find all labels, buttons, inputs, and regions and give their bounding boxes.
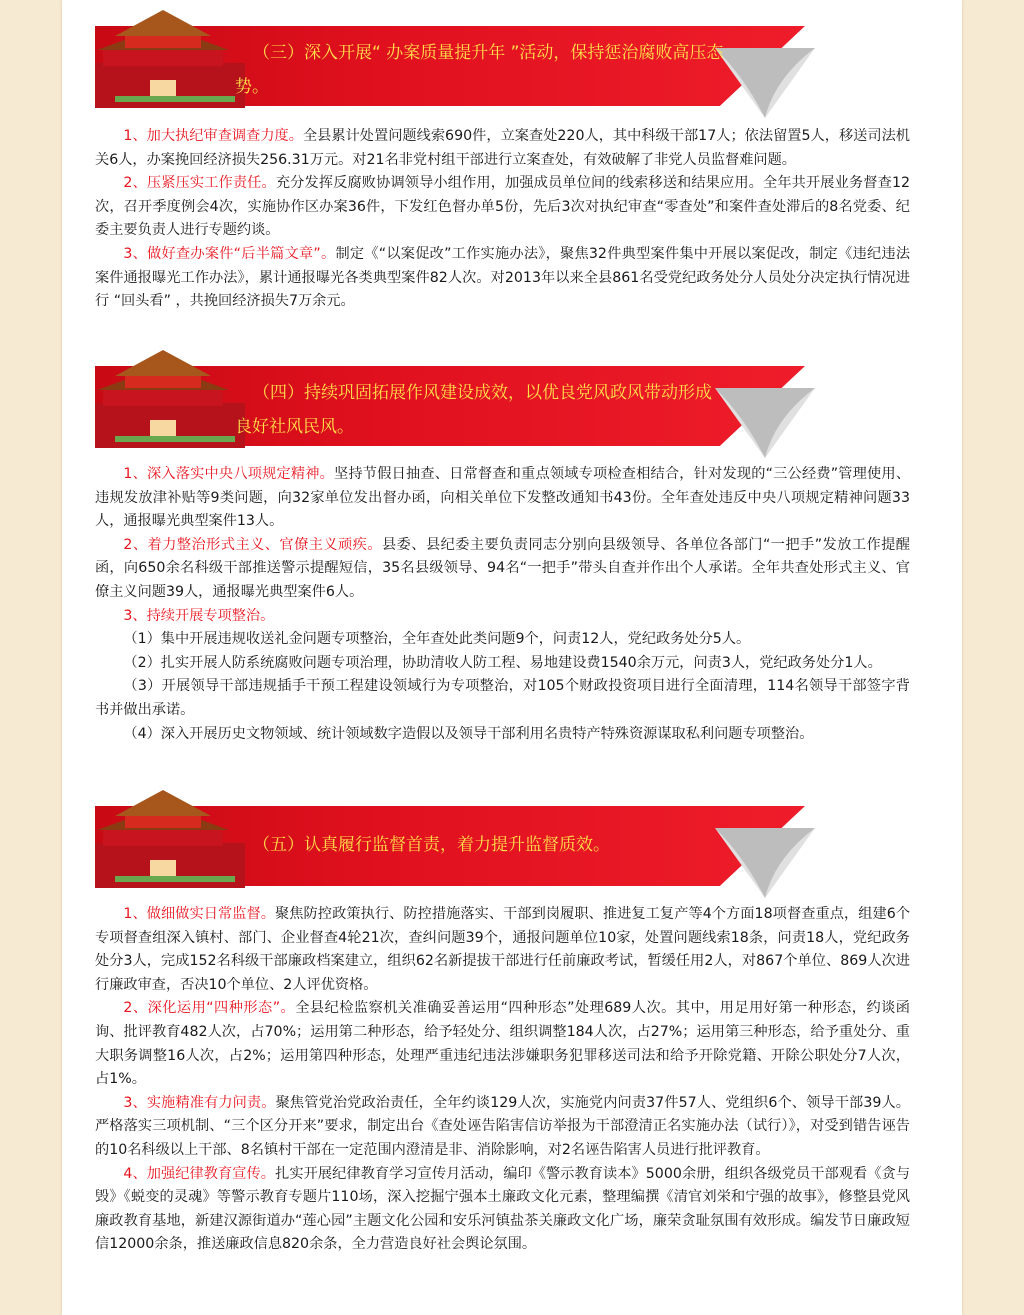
section-title: （三）深入开展“ 办案质量提升年 ”活动，保持惩治腐败高压态势。: [235, 43, 724, 97]
tiananmen-icon: [95, 8, 245, 108]
paragraph-heading: 1、加大执纪审查调查力度。: [123, 128, 303, 144]
paragraph: [95, 463, 910, 534]
paragraph-text: 县委、县纪委主要负责同志分别向县级领导、各单位各部门“一把手”发放工作提醒函，向650余名科级干部推送警示提醒短信，35名县级领导、94名“一把手”带头自查并作出个人承诺。全年共查处形式主义、官僚主义问题39人，通报曝光典型案件6人。: [95, 536, 910, 600]
paragraph-text: 全县累计处置问题线索690件，立案查处220人，其中科级干部17人；依法留置5人，移送司法机关6人，办案挽回经济损失256.31万元。对21名非党村组干部进行立案查处，有效破解了非党人员监督难问题。: [95, 128, 910, 168]
paragraph: [95, 172, 910, 243]
paragraph-heading: 3、做好查办案件“后半篇文章”。: [123, 245, 336, 262]
tiananmen-icon: [95, 788, 245, 888]
paragraph-text: 制定《“以案促改”工作实施办法》，聚焦32件典型案件集中开展以案促改，制定《违纪违法案件通报曝光工作办法》，累计通报曝光各类典型案件82人次。对2013年以来全县861名受党纪政务处分人员处分决定执行情况进行 “回头看” ，共挽回经济损失7万余元。: [95, 245, 911, 310]
paragraph: [95, 534, 910, 605]
paragraph: [95, 652, 910, 676]
paragraph-text: 聚焦防控政策执行、防控措施落实、干部到岗履职、推进复工复产等4个方面18项督查重点，组建6个专项督查组深入镇村、部门、企业督查4轮21次，查纠问题39个，通报问题单位10家，处置问题线索18条，问责18人，党纪政务处分3人，完成152名科级干部廉政档案建立，组织62名新提拔干部进行任前廉政考试，暂缓任用2人，对867个单位、869人次进行廉政审查，否决10个单位、2人评优资格。: [95, 906, 911, 993]
section-banner-5: [95, 788, 815, 888]
section-body-5: [95, 903, 910, 1257]
section-banner-4: [95, 348, 815, 448]
paragraph-text: （3）开展领导干部违规插手干预工程建设领域行为专项整治，对105个财政投资项目进行全面清理，114名领导干部签字背书并做出承诺。: [95, 678, 910, 718]
paragraph-text: （4）深入开展历史文物领域、统计领域数字造假以及领导干部利用名贵特产特殊资源谋取私利问题专项整治。: [123, 725, 814, 742]
paragraph-heading: 2、压紧压实工作责任。: [123, 175, 276, 192]
paragraph: [95, 675, 910, 722]
tiananmen-icon: [95, 348, 245, 448]
paragraph-heading: 1、深入落实中央八项规定精神。: [123, 466, 335, 482]
paragraph: [95, 628, 910, 652]
paragraph: [95, 1092, 910, 1163]
section-title: （五）认真履行监督首责，着力提升监督质效。: [253, 835, 610, 855]
paragraph: [95, 997, 910, 1091]
paragraph: [95, 723, 910, 747]
paragraph: [95, 243, 910, 314]
paragraph-text: 坚持节假日抽查、日常督查和重点领域专项检查相结合，针对发现的“三公经费”管理使用、违规发放津补贴等9类问题，向32家单位发出督办函，向相关单位下发整改通知书43份。全年查处违反中央八项规定精神问题33人，通报曝光典型案件13人。: [95, 466, 911, 530]
paragraph: [95, 1163, 910, 1257]
paragraph-text: （1）集中开展违规收送礼金问题专项整治，全年查处此类问题9个，问责12人，党纪政务处分5人。: [123, 631, 751, 648]
paragraph: [95, 125, 910, 172]
section-body-4: [95, 463, 910, 746]
section-banner-3: [95, 8, 815, 108]
paragraph-text: 充分发挥反腐败协调领导小组作用，加强成员单位间的线索移送和结果应用。全年共开展业务督查12次，召开季度例会4次，实施协作区办案36件，下发红色督办单5份，先后3次对执纪审查“零查处”和案件查处滞后的8名党委、纪委主要负责人进行专题约谈。: [95, 175, 910, 239]
paragraph-heading: 4、加强纪律教育宣传。: [123, 1165, 276, 1182]
paragraph-heading: 2、深化运用“四种形态”。: [123, 1000, 296, 1017]
paragraph-text: （2）扎实开展人防系统腐败问题专项治理，协助清收人防工程、易地建设费1540余万元，问责3人，党纪政务处分1人。: [123, 654, 882, 671]
paragraph-heading: 3、实施精准有力问责。: [123, 1094, 276, 1111]
paragraph-text: 全县纪检监察机关准确妥善运用“四种形态”处理689人次。其中，用足用好第一种形态，约谈函询、批评教育482人次，占70%；运用第二种形态，给予轻处分、组织调整184人次，占27%；运用第三种形态，给予重处分、重大职务调整16人次，占2%；运用第四种形态，处理严重违纪违法涉嫌职务犯罪移送司法和给予开除党籍、开除公职处分7人次，占1%。: [95, 1000, 910, 1088]
paragraph-heading: 2、着力整治形式主义、官僚主义顽疾。: [123, 536, 382, 553]
paragraph: [95, 605, 910, 629]
paragraph-text: 扎实开展纪律教育学习宣传月活动，编印《警示教育读本》5000余册，组织各级党员干部观看《贪与毁》《蜕变的灵魂》等警示教育专题片110场，深入挖掘宁强本土廉政文化元素，整理编撰《清官刘栄和宁强的故事》，修整县党风廉政教育基地，新建汉源街道办“莲心园”主题文化公园和安乐河镇盐茶关廉政文化广场，廉荣贪耻氛围有效形成。编发节日廉政短信12000余条，推送廉政信息820余条，全力营造良好社会舆论氛围。: [95, 1165, 911, 1253]
paragraph-text: 聚焦管党治党政治责任，全年约谈129人次，实施党内问责37件57人、党组织6个、领导干部39人。严格落实三项机制、“三个区分开来”要求，制定出台《查处诬告陷害信访举报为干部澄清正名实施办法（试行）》，对受到错告诬告的10名科级以上干部、8名镇村干部在一定范围内澄清是非、消除影响，对2名诬告陷害人员进行批评教育。: [95, 1094, 910, 1158]
paragraph-heading: 3、持续开展专项整治。: [123, 607, 275, 624]
section-body-3: [95, 125, 910, 314]
section-title: （四）持续巩固拓展作风建设成效，以优良党风政风带动形成良好社风民风。: [235, 383, 712, 437]
paragraph-heading: 1、做细做实日常监督。: [123, 906, 276, 922]
paragraph: [95, 903, 910, 997]
